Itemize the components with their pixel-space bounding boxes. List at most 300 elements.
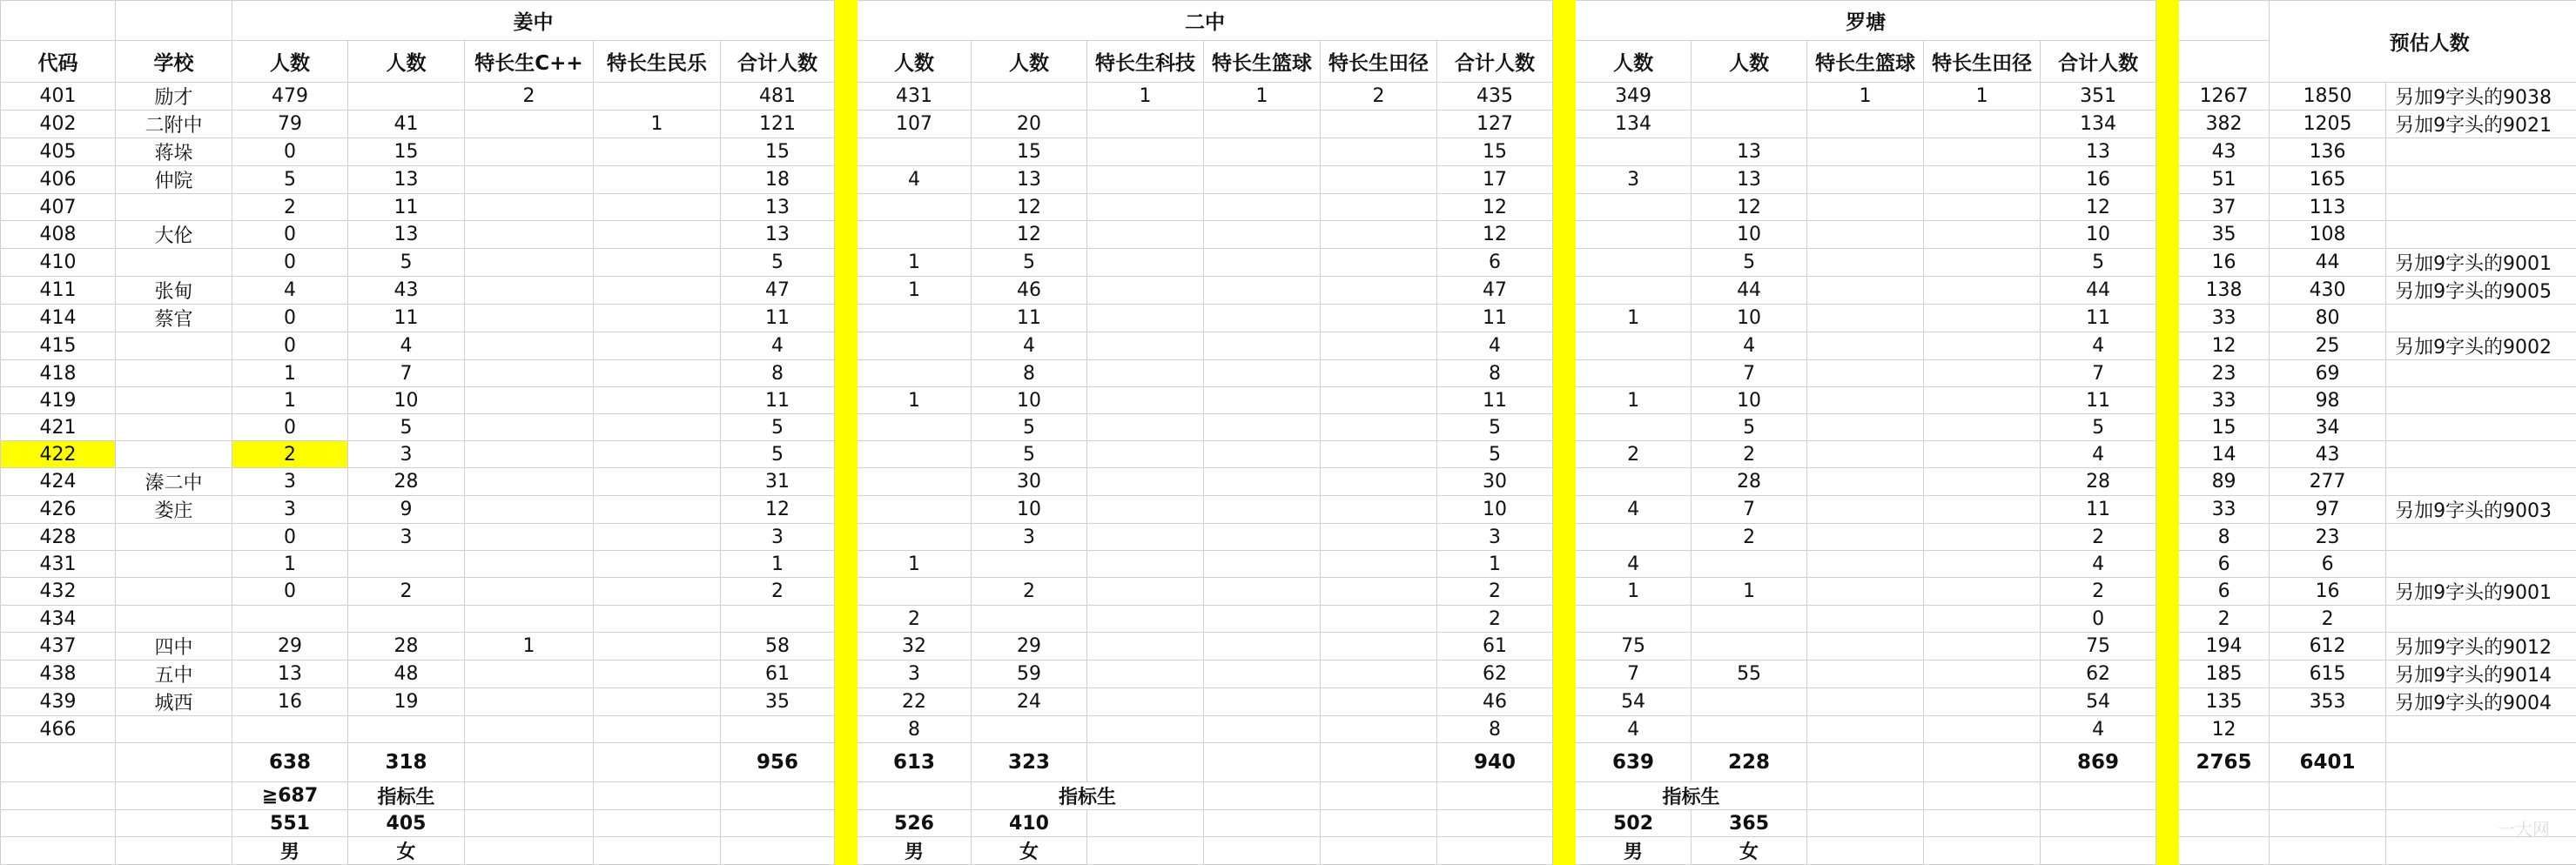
blank-cell[interactable] bbox=[1924, 782, 2041, 810]
cell-jz-folk[interactable] bbox=[594, 83, 721, 111]
jz-quota-label[interactable]: 指标生 bbox=[348, 782, 465, 810]
blank-cell[interactable] bbox=[2179, 810, 2270, 837]
cell-lt-count2[interactable]: 28 bbox=[1692, 468, 1807, 496]
blank-cell[interactable] bbox=[1321, 743, 1437, 782]
blank-cell[interactable] bbox=[1, 1, 116, 41]
cell-lt-count1[interactable]: 7 bbox=[1576, 660, 1692, 688]
cell-code[interactable]: 407 bbox=[1, 194, 116, 221]
cell-jz-folk[interactable] bbox=[594, 468, 721, 496]
cell-lt-basketball[interactable] bbox=[1807, 578, 1924, 606]
cell-lt-basketball[interactable] bbox=[1807, 633, 1924, 660]
cell-ez-count2[interactable]: 12 bbox=[972, 221, 1087, 249]
cell-lt-total[interactable]: 12 bbox=[2041, 194, 2156, 221]
cell-lt-count2[interactable]: 1 bbox=[1692, 578, 1807, 606]
cell-ez-count1[interactable] bbox=[858, 496, 972, 524]
cell-lt-track[interactable] bbox=[1924, 305, 2041, 332]
cell-jz-count2[interactable]: 43 bbox=[348, 277, 465, 305]
cell-jz-count2[interactable]: 2 bbox=[348, 578, 465, 606]
cell-ez-total[interactable]: 5 bbox=[1437, 414, 1553, 441]
cell-jz-folk[interactable] bbox=[594, 496, 721, 524]
cell-jz-total[interactable] bbox=[721, 606, 835, 633]
header-lt-basketball[interactable]: 特长生篮球 bbox=[1807, 41, 1924, 83]
cell-school[interactable]: 四中 bbox=[116, 633, 232, 660]
cell-est-2[interactable]: 2 bbox=[2270, 606, 2386, 633]
cell-ez-count2[interactable]: 5 bbox=[972, 441, 1087, 468]
blank-cell[interactable] bbox=[2041, 810, 2156, 837]
cell-ez-track[interactable] bbox=[1321, 716, 1437, 743]
jz-female-count[interactable]: 405 bbox=[348, 810, 465, 837]
blank-cell[interactable] bbox=[1087, 810, 1204, 837]
cell-note[interactable]: 另加9字头的9005 bbox=[2386, 277, 2576, 305]
header-jz-cpp[interactable]: 特长生C++ bbox=[465, 41, 594, 83]
cell-est-2[interactable]: 43 bbox=[2270, 441, 2386, 468]
cell-school[interactable] bbox=[116, 578, 232, 606]
cell-ez-count2[interactable]: 24 bbox=[972, 688, 1087, 716]
cell-lt-total[interactable]: 2 bbox=[2041, 524, 2156, 551]
cell-est-1[interactable]: 33 bbox=[2179, 305, 2270, 332]
cell-ez-basketball[interactable] bbox=[1204, 468, 1321, 496]
cell-lt-total[interactable]: 5 bbox=[2041, 414, 2156, 441]
cell-ez-track[interactable] bbox=[1321, 688, 1437, 716]
cell-note[interactable] bbox=[2386, 524, 2576, 551]
cell-lt-track[interactable] bbox=[1924, 387, 2041, 414]
cell-jz-cpp[interactable] bbox=[465, 249, 594, 277]
cell-ez-count1[interactable]: 1 bbox=[858, 249, 972, 277]
cell-jz-count2[interactable]: 15 bbox=[348, 138, 465, 166]
cell-ez-basketball[interactable] bbox=[1204, 606, 1321, 633]
cell-ez-count1[interactable] bbox=[858, 414, 972, 441]
cell-ez-count2[interactable]: 3 bbox=[972, 524, 1087, 551]
cell-lt-count2[interactable]: 10 bbox=[1692, 305, 1807, 332]
cell-lt-count2[interactable]: 4 bbox=[1692, 332, 1807, 360]
cell-jz-folk[interactable] bbox=[594, 305, 721, 332]
cell-jz-total[interactable]: 121 bbox=[721, 111, 835, 138]
cell-jz-folk[interactable] bbox=[594, 166, 721, 194]
total-j1[interactable]: 638 bbox=[232, 743, 348, 782]
blank-cell[interactable] bbox=[1087, 743, 1204, 782]
cell-jz-cpp[interactable] bbox=[465, 716, 594, 743]
cell-ez-total[interactable]: 3 bbox=[1437, 524, 1553, 551]
cell-school[interactable]: 溱二中 bbox=[116, 468, 232, 496]
blank-cell[interactable] bbox=[594, 810, 721, 837]
cell-ez-basketball[interactable]: 1 bbox=[1204, 83, 1321, 111]
cell-school[interactable] bbox=[116, 332, 232, 360]
cell-lt-count1[interactable]: 3 bbox=[1576, 166, 1692, 194]
cell-jz-count1[interactable]: 0 bbox=[232, 414, 348, 441]
cell-lt-basketball[interactable] bbox=[1807, 688, 1924, 716]
cell-est-1[interactable]: 16 bbox=[2179, 249, 2270, 277]
cell-lt-total[interactable]: 7 bbox=[2041, 360, 2156, 387]
cell-est-2[interactable] bbox=[2270, 716, 2386, 743]
cell-lt-basketball[interactable] bbox=[1807, 524, 1924, 551]
blank-cell[interactable] bbox=[2270, 782, 2386, 810]
cell-lt-count1[interactable]: 349 bbox=[1576, 83, 1692, 111]
cell-lt-basketball[interactable] bbox=[1807, 414, 1924, 441]
cell-ez-count1[interactable]: 22 bbox=[858, 688, 972, 716]
cell-est-1[interactable]: 135 bbox=[2179, 688, 2270, 716]
cell-est-2[interactable]: 80 bbox=[2270, 305, 2386, 332]
cell-school[interactable] bbox=[116, 249, 232, 277]
cell-ez-count2[interactable]: 59 bbox=[972, 660, 1087, 688]
cell-lt-track[interactable] bbox=[1924, 660, 2041, 688]
cell-school[interactable]: 励才 bbox=[116, 83, 232, 111]
cell-jz-folk[interactable] bbox=[594, 716, 721, 743]
cell-jz-count1[interactable]: 0 bbox=[232, 332, 348, 360]
cell-est-2[interactable]: 353 bbox=[2270, 688, 2386, 716]
cell-ez-count1[interactable]: 2 bbox=[858, 606, 972, 633]
header-ez-count2[interactable]: 人数 bbox=[972, 41, 1087, 83]
cell-jz-total[interactable]: 5 bbox=[721, 249, 835, 277]
cell-lt-count2[interactable]: 5 bbox=[1692, 414, 1807, 441]
lt-male-label[interactable]: 男 bbox=[1576, 837, 1692, 865]
cell-jz-count2[interactable]: 28 bbox=[348, 633, 465, 660]
cell-ez-total[interactable]: 12 bbox=[1437, 194, 1553, 221]
cell-ez-tech[interactable] bbox=[1087, 496, 1204, 524]
cell-lt-track[interactable] bbox=[1924, 111, 2041, 138]
cell-jz-folk[interactable] bbox=[594, 660, 721, 688]
cell-est-2[interactable]: 1205 bbox=[2270, 111, 2386, 138]
cell-jz-total[interactable]: 481 bbox=[721, 83, 835, 111]
cell-lt-count2[interactable]: 13 bbox=[1692, 166, 1807, 194]
cell-jz-folk[interactable] bbox=[594, 138, 721, 166]
blank-cell[interactable] bbox=[1437, 810, 1553, 837]
cell-school[interactable] bbox=[116, 441, 232, 468]
cell-ez-basketball[interactable] bbox=[1204, 414, 1321, 441]
cell-jz-total[interactable]: 11 bbox=[721, 387, 835, 414]
cell-lt-count1[interactable] bbox=[1576, 524, 1692, 551]
cell-est-1[interactable]: 194 bbox=[2179, 633, 2270, 660]
cell-jz-count1[interactable]: 29 bbox=[232, 633, 348, 660]
cell-lt-count2[interactable]: 55 bbox=[1692, 660, 1807, 688]
cell-ez-tech[interactable] bbox=[1087, 660, 1204, 688]
cell-lt-count1[interactable] bbox=[1576, 468, 1692, 496]
cell-lt-count1[interactable] bbox=[1576, 221, 1692, 249]
cell-jz-total[interactable]: 4 bbox=[721, 332, 835, 360]
cell-school[interactable] bbox=[116, 387, 232, 414]
jz-male-label[interactable]: 男 bbox=[232, 837, 348, 865]
cell-ez-count1[interactable] bbox=[858, 468, 972, 496]
cell-est-1[interactable]: 12 bbox=[2179, 716, 2270, 743]
cell-note[interactable] bbox=[2386, 468, 2576, 496]
cell-ez-basketball[interactable] bbox=[1204, 633, 1321, 660]
cell-est-1[interactable]: 33 bbox=[2179, 496, 2270, 524]
cell-ez-track[interactable] bbox=[1321, 606, 1437, 633]
cell-lt-count1[interactable] bbox=[1576, 414, 1692, 441]
blank-cell[interactable] bbox=[1807, 743, 1924, 782]
cell-ez-track[interactable] bbox=[1321, 305, 1437, 332]
cell-jz-folk[interactable] bbox=[594, 414, 721, 441]
cell-ez-basketball[interactable] bbox=[1204, 551, 1321, 578]
cell-est-2[interactable]: 1850 bbox=[2270, 83, 2386, 111]
cell-lt-count2[interactable]: 2 bbox=[1692, 441, 1807, 468]
cell-school[interactable] bbox=[116, 716, 232, 743]
cell-lt-count1[interactable] bbox=[1576, 277, 1692, 305]
blank-cell[interactable] bbox=[2179, 1, 2270, 41]
cell-ez-track[interactable] bbox=[1321, 360, 1437, 387]
cell-ez-track[interactable] bbox=[1321, 277, 1437, 305]
cell-est-1[interactable]: 37 bbox=[2179, 194, 2270, 221]
cell-jz-count1[interactable]: 1 bbox=[232, 551, 348, 578]
cell-lt-count1[interactable]: 1 bbox=[1576, 578, 1692, 606]
header-code[interactable]: 代码 bbox=[1, 41, 116, 83]
cell-lt-total[interactable]: 10 bbox=[2041, 221, 2156, 249]
cell-lt-basketball[interactable] bbox=[1807, 496, 1924, 524]
cell-ez-count1[interactable] bbox=[858, 360, 972, 387]
cell-lt-track[interactable] bbox=[1924, 633, 2041, 660]
cell-lt-track[interactable] bbox=[1924, 138, 2041, 166]
total-s2[interactable]: 6401 bbox=[2270, 743, 2386, 782]
cell-lt-total[interactable]: 11 bbox=[2041, 305, 2156, 332]
cell-lt-total[interactable]: 4 bbox=[2041, 716, 2156, 743]
cell-jz-count2[interactable]: 13 bbox=[348, 166, 465, 194]
cell-lt-count2[interactable]: 12 bbox=[1692, 194, 1807, 221]
cell-jz-cpp[interactable] bbox=[465, 441, 594, 468]
cell-est-2[interactable]: 23 bbox=[2270, 524, 2386, 551]
cell-code[interactable]: 419 bbox=[1, 387, 116, 414]
cell-jz-count2[interactable] bbox=[348, 551, 465, 578]
cell-school[interactable]: 娄庄 bbox=[116, 496, 232, 524]
header-ez-tech[interactable]: 特长生科技 bbox=[1087, 41, 1204, 83]
cell-lt-total[interactable]: 16 bbox=[2041, 166, 2156, 194]
cell-ez-count2[interactable]: 15 bbox=[972, 138, 1087, 166]
cell-ez-count2[interactable]: 30 bbox=[972, 468, 1087, 496]
cell-jz-total[interactable]: 47 bbox=[721, 277, 835, 305]
ez-female-label[interactable]: 女 bbox=[972, 837, 1087, 865]
cell-ez-count2[interactable] bbox=[972, 83, 1087, 111]
cell-est-1[interactable]: 23 bbox=[2179, 360, 2270, 387]
cell-jz-count1[interactable]: 0 bbox=[232, 249, 348, 277]
cell-jz-cpp[interactable] bbox=[465, 578, 594, 606]
blank-cell[interactable] bbox=[465, 810, 594, 837]
cell-ez-total[interactable]: 47 bbox=[1437, 277, 1553, 305]
cell-ez-total[interactable]: 11 bbox=[1437, 387, 1553, 414]
cell-jz-folk[interactable] bbox=[594, 332, 721, 360]
cell-jz-count1[interactable]: 16 bbox=[232, 688, 348, 716]
cell-note[interactable]: 另加9字头的9003 bbox=[2386, 496, 2576, 524]
cell-jz-cpp[interactable] bbox=[465, 688, 594, 716]
cell-ez-basketball[interactable] bbox=[1204, 277, 1321, 305]
cell-ez-total[interactable]: 62 bbox=[1437, 660, 1553, 688]
cell-lt-basketball[interactable] bbox=[1807, 606, 1924, 633]
cell-jz-cpp[interactable] bbox=[465, 111, 594, 138]
cell-ez-count1[interactable]: 3 bbox=[858, 660, 972, 688]
cell-school[interactable]: 蔡官 bbox=[116, 305, 232, 332]
blank-cell[interactable] bbox=[1924, 743, 2041, 782]
cell-lt-total[interactable]: 4 bbox=[2041, 551, 2156, 578]
cell-jz-cpp[interactable]: 2 bbox=[465, 83, 594, 111]
lt-quota-label[interactable]: 指标生 bbox=[1576, 782, 1807, 810]
cell-lt-total[interactable]: 351 bbox=[2041, 83, 2156, 111]
cell-note[interactable]: 另加9字头的9021 bbox=[2386, 111, 2576, 138]
cell-ez-count2[interactable] bbox=[972, 551, 1087, 578]
blank-cell[interactable] bbox=[1204, 743, 1321, 782]
cell-code[interactable]: 418 bbox=[1, 360, 116, 387]
cell-jz-folk[interactable] bbox=[594, 387, 721, 414]
cell-jz-cpp[interactable] bbox=[465, 221, 594, 249]
cell-lt-count2[interactable]: 7 bbox=[1692, 360, 1807, 387]
cell-jz-cpp[interactable] bbox=[465, 496, 594, 524]
cell-jz-count2[interactable]: 3 bbox=[348, 441, 465, 468]
cell-ez-count1[interactable]: 107 bbox=[858, 111, 972, 138]
cell-jz-folk[interactable] bbox=[594, 606, 721, 633]
cell-lt-count1[interactable]: 2 bbox=[1576, 441, 1692, 468]
cell-jz-count1[interactable] bbox=[232, 716, 348, 743]
cell-code[interactable]: 437 bbox=[1, 633, 116, 660]
cell-jz-total[interactable]: 8 bbox=[721, 360, 835, 387]
cell-lt-total[interactable]: 134 bbox=[2041, 111, 2156, 138]
cell-jz-cpp[interactable] bbox=[465, 305, 594, 332]
cell-ez-track[interactable] bbox=[1321, 249, 1437, 277]
cell-jz-count1[interactable]: 0 bbox=[232, 138, 348, 166]
cell-lt-total[interactable]: 2 bbox=[2041, 578, 2156, 606]
cell-jz-folk[interactable] bbox=[594, 578, 721, 606]
cell-lt-count1[interactable]: 134 bbox=[1576, 111, 1692, 138]
cell-jz-total[interactable]: 11 bbox=[721, 305, 835, 332]
cell-ez-total[interactable]: 6 bbox=[1437, 249, 1553, 277]
cell-ez-track[interactable] bbox=[1321, 578, 1437, 606]
cell-ez-tech[interactable] bbox=[1087, 524, 1204, 551]
cell-lt-track[interactable] bbox=[1924, 578, 2041, 606]
cell-school[interactable]: 五中 bbox=[116, 660, 232, 688]
cell-jz-count2[interactable]: 19 bbox=[348, 688, 465, 716]
cell-jz-cpp[interactable] bbox=[465, 660, 594, 688]
cell-lt-basketball[interactable] bbox=[1807, 660, 1924, 688]
blank-cell[interactable] bbox=[1204, 810, 1321, 837]
cell-jz-cpp[interactable] bbox=[465, 387, 594, 414]
cell-lt-total[interactable]: 0 bbox=[2041, 606, 2156, 633]
blank-cell[interactable] bbox=[1807, 782, 1924, 810]
cell-ez-track[interactable] bbox=[1321, 138, 1437, 166]
cell-lt-track[interactable] bbox=[1924, 551, 2041, 578]
ez-quota-label[interactable]: 指标生 bbox=[972, 782, 1204, 810]
cell-jz-count1[interactable]: 3 bbox=[232, 496, 348, 524]
cell-jz-count1[interactable]: 0 bbox=[232, 524, 348, 551]
cell-lt-total[interactable]: 4 bbox=[2041, 332, 2156, 360]
cell-ez-tech[interactable] bbox=[1087, 194, 1204, 221]
cell-ez-count1[interactable] bbox=[858, 441, 972, 468]
header-jz-count2[interactable]: 人数 bbox=[348, 41, 465, 83]
cell-jz-count1[interactable]: 4 bbox=[232, 277, 348, 305]
cell-ez-tech[interactable] bbox=[1087, 111, 1204, 138]
cell-est-2[interactable]: 44 bbox=[2270, 249, 2386, 277]
cell-est-1[interactable]: 2 bbox=[2179, 606, 2270, 633]
header-jz-folk[interactable]: 特长生民乐 bbox=[594, 41, 721, 83]
cell-ez-count2[interactable]: 4 bbox=[972, 332, 1087, 360]
cell-code[interactable]: 422 bbox=[1, 441, 116, 468]
cell-ez-track[interactable] bbox=[1321, 414, 1437, 441]
cell-lt-basketball[interactable] bbox=[1807, 277, 1924, 305]
cell-lt-basketball[interactable]: 1 bbox=[1807, 83, 1924, 111]
cell-est-2[interactable]: 108 bbox=[2270, 221, 2386, 249]
cell-ez-total[interactable]: 1 bbox=[1437, 551, 1553, 578]
cell-ez-count1[interactable] bbox=[858, 332, 972, 360]
cell-lt-track[interactable] bbox=[1924, 688, 2041, 716]
cell-jz-count2[interactable]: 5 bbox=[348, 414, 465, 441]
blank-cell[interactable] bbox=[116, 743, 232, 782]
cell-est-2[interactable]: 16 bbox=[2270, 578, 2386, 606]
cell-jz-count2[interactable]: 4 bbox=[348, 332, 465, 360]
cell-code[interactable]: 408 bbox=[1, 221, 116, 249]
cell-ez-basketball[interactable] bbox=[1204, 332, 1321, 360]
cell-note[interactable]: 另加9字头的9014 bbox=[2386, 660, 2576, 688]
cell-jz-count2[interactable]: 11 bbox=[348, 305, 465, 332]
total-l1[interactable]: 639 bbox=[1576, 743, 1692, 782]
cell-ez-basketball[interactable] bbox=[1204, 524, 1321, 551]
cell-jz-cpp[interactable] bbox=[465, 360, 594, 387]
cell-ez-total[interactable]: 17 bbox=[1437, 166, 1553, 194]
cell-ez-basketball[interactable] bbox=[1204, 221, 1321, 249]
cell-ez-total[interactable]: 15 bbox=[1437, 138, 1553, 166]
cell-lt-basketball[interactable] bbox=[1807, 551, 1924, 578]
blank-cell[interactable] bbox=[465, 782, 594, 810]
cell-lt-total[interactable]: 62 bbox=[2041, 660, 2156, 688]
cell-note[interactable] bbox=[2386, 551, 2576, 578]
cell-jz-total[interactable]: 13 bbox=[721, 194, 835, 221]
cell-ez-track[interactable] bbox=[1321, 441, 1437, 468]
blank-cell[interactable] bbox=[1321, 782, 1437, 810]
cell-lt-track[interactable] bbox=[1924, 166, 2041, 194]
cell-jz-total[interactable]: 12 bbox=[721, 496, 835, 524]
cell-ez-basketball[interactable] bbox=[1204, 441, 1321, 468]
cell-ez-basketball[interactable] bbox=[1204, 387, 1321, 414]
cell-ez-count2[interactable]: 13 bbox=[972, 166, 1087, 194]
header-lt-count2[interactable]: 人数 bbox=[1692, 41, 1807, 83]
header-ez-basketball[interactable]: 特长生篮球 bbox=[1204, 41, 1321, 83]
cell-lt-total[interactable]: 28 bbox=[2041, 468, 2156, 496]
cell-jz-count2[interactable] bbox=[348, 716, 465, 743]
cell-ez-track[interactable] bbox=[1321, 524, 1437, 551]
blank-cell[interactable] bbox=[2179, 782, 2270, 810]
blank-cell[interactable] bbox=[2386, 782, 2576, 810]
cell-ez-count1[interactable] bbox=[858, 578, 972, 606]
cell-jz-count2[interactable]: 3 bbox=[348, 524, 465, 551]
blank-cell[interactable] bbox=[1437, 782, 1553, 810]
cell-lt-basketball[interactable] bbox=[1807, 111, 1924, 138]
cell-lt-total[interactable]: 44 bbox=[2041, 277, 2156, 305]
cell-lt-count1[interactable] bbox=[1576, 138, 1692, 166]
cell-est-2[interactable]: 612 bbox=[2270, 633, 2386, 660]
cell-ez-count1[interactable] bbox=[858, 221, 972, 249]
cell-ez-track[interactable]: 2 bbox=[1321, 83, 1437, 111]
cell-lt-track[interactable] bbox=[1924, 194, 2041, 221]
cell-lt-track[interactable] bbox=[1924, 332, 2041, 360]
cell-ez-total[interactable]: 127 bbox=[1437, 111, 1553, 138]
cell-code[interactable]: 426 bbox=[1, 496, 116, 524]
cell-lt-track[interactable] bbox=[1924, 249, 2041, 277]
cell-school[interactable]: 城西 bbox=[116, 688, 232, 716]
cell-lt-basketball[interactable] bbox=[1807, 194, 1924, 221]
cell-ez-basketball[interactable] bbox=[1204, 578, 1321, 606]
cell-lt-basketball[interactable] bbox=[1807, 468, 1924, 496]
cell-jz-total[interactable]: 15 bbox=[721, 138, 835, 166]
cell-school[interactable]: 张甸 bbox=[116, 277, 232, 305]
cell-ez-tech[interactable] bbox=[1087, 305, 1204, 332]
cell-ez-track[interactable] bbox=[1321, 660, 1437, 688]
cell-jz-count2[interactable] bbox=[348, 83, 465, 111]
cell-jz-count1[interactable]: 2 bbox=[232, 441, 348, 468]
section-luotang[interactable]: 罗塘 bbox=[1576, 1, 2156, 41]
cell-est-1[interactable]: 35 bbox=[2179, 221, 2270, 249]
cell-school[interactable] bbox=[116, 414, 232, 441]
blank-cell[interactable] bbox=[2041, 782, 2156, 810]
cell-ez-count2[interactable]: 12 bbox=[972, 194, 1087, 221]
cell-jz-count1[interactable]: 1 bbox=[232, 360, 348, 387]
cell-code[interactable]: 466 bbox=[1, 716, 116, 743]
cell-ez-track[interactable] bbox=[1321, 111, 1437, 138]
cell-lt-count1[interactable]: 54 bbox=[1576, 688, 1692, 716]
blank-cell[interactable] bbox=[858, 782, 972, 810]
cell-jz-total[interactable]: 3 bbox=[721, 524, 835, 551]
